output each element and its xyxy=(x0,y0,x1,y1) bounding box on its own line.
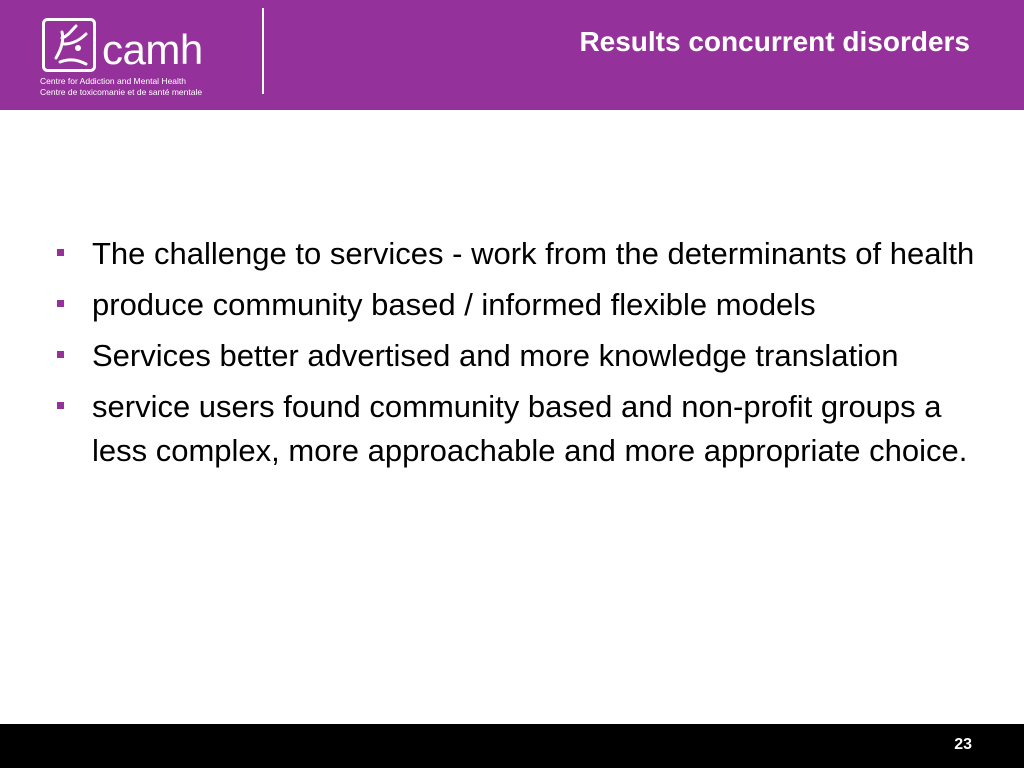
logo-wordmark: camh xyxy=(102,26,203,73)
header-divider xyxy=(262,8,264,94)
bullet-text: produce community based / informed flexible models xyxy=(92,287,816,322)
camh-logo-icon xyxy=(42,18,96,72)
square-bullet-icon xyxy=(57,249,64,256)
logo-name-english: Centre for Addiction and Mental Health xyxy=(40,76,187,86)
square-bullet-icon xyxy=(57,351,64,358)
bullet-text: service users found community based and non-profit groups a less complex, more approachable and more appropriate choice. xyxy=(92,389,968,468)
slide-title: Results concurrent disorders xyxy=(579,26,970,57)
bullet-item xyxy=(52,385,982,473)
bullet-item xyxy=(52,283,982,327)
bullet-text: Services better advertised and more knowledge translation xyxy=(92,338,899,373)
square-bullet-icon xyxy=(57,300,64,307)
camh-logo xyxy=(40,14,240,100)
bullet-list xyxy=(52,232,982,480)
page-number: 23 xyxy=(954,736,972,753)
bullet-text: The challenge to services - work from the determinants of health xyxy=(92,236,975,271)
bullet-item xyxy=(52,232,982,276)
square-bullet-icon xyxy=(57,402,64,409)
bullet-item xyxy=(52,334,982,378)
footer-bar xyxy=(0,724,1024,768)
header-bar xyxy=(0,0,1024,110)
logo-name-french: Centre de toxicomanie et de santé mentale xyxy=(40,87,203,97)
